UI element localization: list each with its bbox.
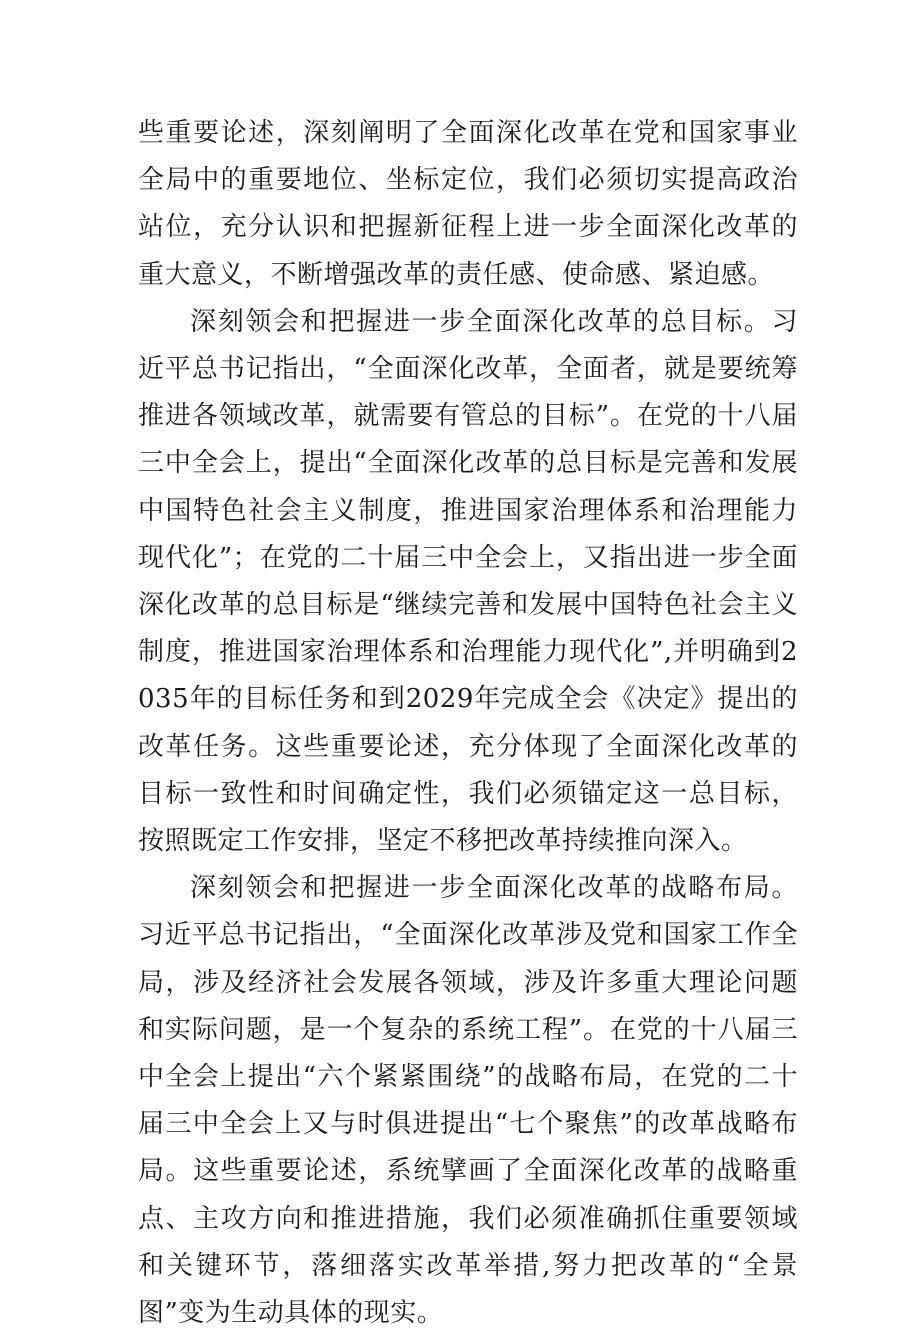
paragraph-2: 深刻领会和把握进一步全面深化改革的总目标。习近平总书记指出，“全面深化改革，全面者，就是要统筹推进各领域改革，就需要有管总的目标”。在党的十八届三中全会上，提出“全面深化改革的总目标是完善和发展中国特色社会主义制度，推进国家治理体系和治理能力现代化”；在党的二十届三中全会上，又指出进一步全面深化改革的总目标是“继续完善和发展中国特色社会主义制度，推进国家治理体系和治理能力现代化”,并明确到2035年的目标任务和到2029年完成全会《决定》提出的改革任务。这些重要论述，充分体现了全面深化改革的目标一致性和时间确定性，我们必须锚定这一总目标，按照既定工作安排，坚定不移把改革持续推向深入。 <box>138 306 798 857</box>
document-body <box>138 110 798 1337</box>
paragraph-3: 深刻领会和把握进一步全面深化改革的战略布局。习近平总书记指出，“全面深化改革涉及党和国家工作全局，涉及经济社会发展各领域，涉及许多重大理论问题和实际问题，是一个复杂的系统工程”。在党的十八届三中全会上提出“六个紧紧围绕”的战略布局，在党的二十届三中全会上又与时俱进提出“七个聚焦”的改革战略布局。这些重要论述，系统擘画了全面深化改革的战略重点、主攻方向和推进措施，我们必须准确抓住重要领域和关键环节，落细落实改革举措,努力把改革的“全景图”变为生动具体的现实。 <box>138 873 798 1329</box>
paragraph-1: 些重要论述，深刻阐明了全面深化改革在党和国家事业全局中的重要地位、坐标定位，我们必须切实提高政治站位，充分认识和把握新征程上进一步全面深化改革的重大意义，不断增强改革的责任感、使命感、紧迫感。 <box>138 118 798 290</box>
